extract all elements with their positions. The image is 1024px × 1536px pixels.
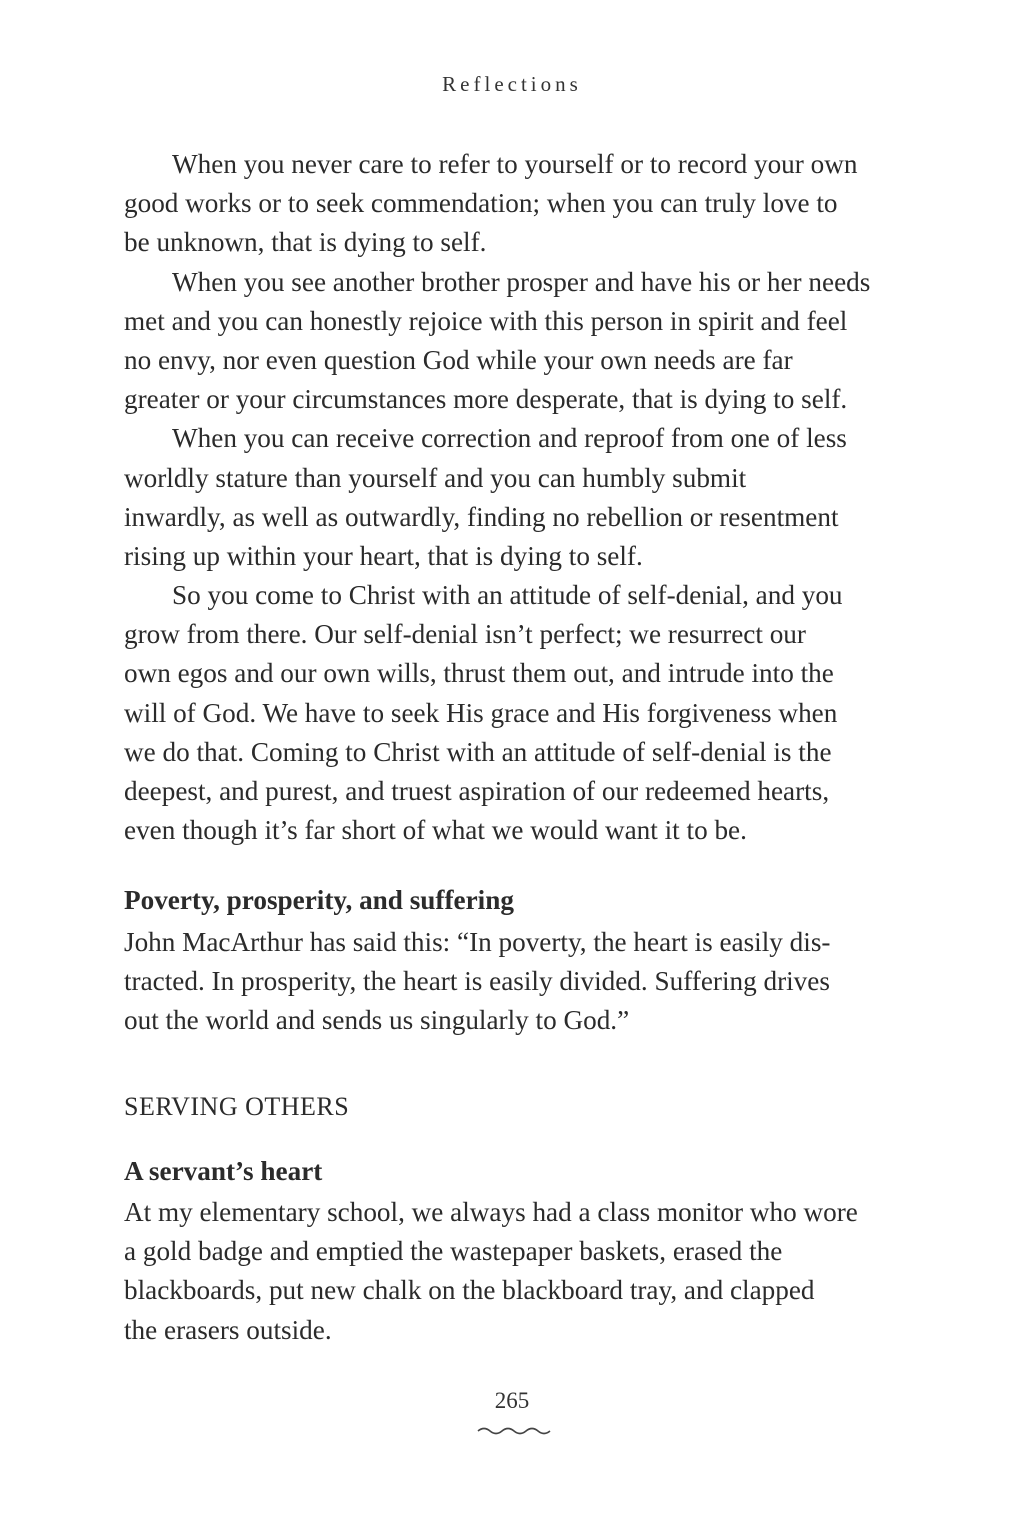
paragraph-servant (124, 1193, 924, 1350)
text-line: grow from there. Our self-denial isn’t perfect; we resurrect our (124, 619, 806, 650)
text-line: will of God. We have to seek His grace and His forgiveness when (124, 697, 838, 728)
text-line: we do that. Coming to Christ with an attitude of self-denial is the (124, 736, 832, 767)
text-line: be unknown, that is dying to self. (124, 227, 487, 258)
subhead-poverty: Poverty, prosperity, and suffering (124, 885, 514, 915)
text-line: worldly stature than yourself and you can humbly submit (124, 462, 747, 493)
text-line: So you come to Christ with an attitude of self-denial, and you (172, 580, 843, 611)
text-line: greater or your circumstances more desperate, that is dying to self. (124, 384, 848, 415)
text-line: When you never care to refer to yourself or to record your own (172, 149, 858, 179)
text-line: own egos and our own wills, thrust them out, and intrude into the (124, 658, 834, 689)
paragraph-poverty-quote (124, 923, 924, 1041)
text-line: John MacArthur has said this: “In poverty, the heart is easily dis- (124, 927, 831, 957)
paragraph-dying-to-self-1 (124, 145, 924, 850)
running-head: Reflections (442, 72, 582, 96)
subhead-servant: A servant’s heart (124, 1156, 323, 1186)
text-line: deepest, and purest, and truest aspiration of our redeemed hearts, (124, 776, 830, 806)
text-line: inwardly, as well as outwardly, finding no rebellion or resentment (124, 501, 839, 532)
text-line: At my elementary school, we always had a class monitor who wore (124, 1197, 858, 1227)
text-line: good works or to seek commendation; when you can truly love to (124, 188, 838, 219)
text-line: rising up within your heart, that is dying to self. (124, 540, 643, 571)
page-number: 265 (494, 1388, 530, 1413)
text-line: even though it’s far short of what we would want it to be. (124, 815, 747, 846)
text-line: met and you can honestly rejoice with this person in spirit and feel (124, 305, 848, 336)
text-line: When you see another brother prosper and have his or her needs (172, 266, 871, 297)
text-line: tracted. In prosperity, the heart is easily divided. Suffering drives (124, 966, 830, 997)
text-line: When you can receive correction and reproof from one of less (172, 423, 847, 454)
text-line: a gold badge and emptied the wastepaper baskets, erased the (124, 1236, 783, 1267)
wavy-line-ornament-icon (476, 1424, 552, 1438)
text-line: blackboards, put new chalk on the blackboard tray, and clapped (124, 1275, 815, 1306)
section-heading-serving-others: SERVING OTHERS (124, 1092, 350, 1121)
text-line: out the world and sends us singularly to God.” (124, 1005, 630, 1036)
text-line: no envy, nor even question God while your own needs are far (124, 344, 793, 375)
text-line: the erasers outside. (124, 1314, 332, 1345)
